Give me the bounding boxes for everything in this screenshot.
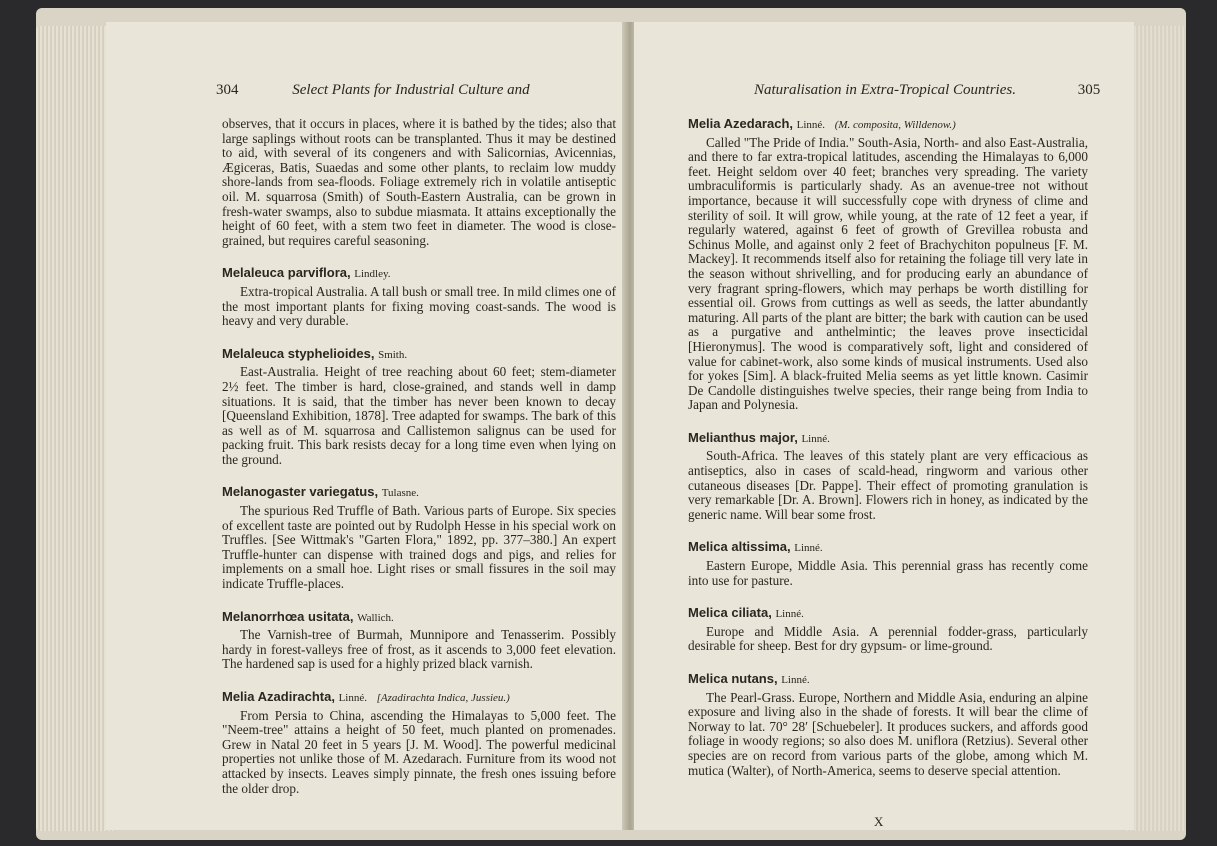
entry-author: Wallich.: [357, 611, 394, 624]
entry: [222, 347, 616, 468]
entry-name: Melia Azedarach,: [688, 116, 794, 131]
entry-title: [688, 606, 1088, 622]
entry-name: Melaleuca parviflora,: [222, 265, 351, 281]
entry: [222, 610, 616, 672]
entry: [688, 117, 1088, 413]
entry-title: [688, 117, 1088, 133]
entry-synonym: [Azadirachta Indica, Jussieu.): [376, 692, 510, 704]
entry-text: South-Africa. The leaves of this stately plant are very efficacious as antiseptics, also in cases of scald-head, ringworm and various other cutaneous diseases [Dr. Pappe]. Their effect of promoting granulation is very remarkable [Dr. A. Brown]. Flowers rich in honey, as indicated by the generic name. Will bear some frost.: [688, 448, 1088, 522]
entry: [688, 672, 1088, 778]
entry-synonym: (M. composita, Willdenow.): [834, 119, 956, 131]
left-page-content: [222, 117, 616, 814]
left-page: [106, 22, 626, 830]
entry-author: Linné.: [338, 692, 367, 704]
running-head-right: Naturalisation in Extra-Tropical Countries.: [754, 82, 1016, 98]
entry-author: Linné.: [794, 542, 823, 555]
entry-name: Melianthus major,: [688, 429, 798, 445]
entry-title: [222, 347, 616, 363]
entry-text: The Varnish-tree of Burmah, Munnipore and Tenasserim. Possibly hardy in forest-valleys free of frost, as it ascends to 3,000 feet elevation. The hardened sap is used for a highly prized black varnish.: [222, 627, 616, 672]
entry: [688, 431, 1088, 523]
entry-name: Melanogaster variegatus,: [222, 484, 379, 500]
left-page-header: [216, 82, 530, 99]
running-head-left: Select Plants for Industrial Culture and: [292, 82, 530, 98]
entry-title: [688, 540, 1088, 556]
entry-name: Melaleuca styphelioides,: [222, 345, 375, 361]
entry: [688, 540, 1088, 588]
entry-author: Lindley.: [354, 268, 391, 281]
entry-author: Linné.: [801, 432, 830, 445]
entry-author: Tulasne.: [381, 487, 419, 500]
entry-text: Called "The Pride of India." South-Asia, North- and also East-Australia, and there to far extra-tropical latitudes, ascending the Himalayas to 6,000 feet. Height seldom over 40 feet; branches very spreading. The variety umbraculiformis is particularly shady. As an avenue-tree not without importance, because it will successfully cope with dryness of clime and sterility of soil. It will grow, while young, at the rate of 12 feet a year, if regularly watered, against 6 feet of growth of Grevillea robusta and Schinus Molle, and against only 2 feet of Brachychiton populneus [F. M. Mackey]. It recommends itself also for retaining the foliage till very late in the season without shrivelling, and for producing early an abundance of very fragrant spring-flowers, which may perhaps be worth distilling for essential oil. Grows from cuttings as well as seeds, the latter abundantly maturing. All parts of the plant are bitter; the bark with caution can be used as a purgative and anthelmintic; the leaves prove insecticidal [Hieronymus]. The wood is comparatively soft, light and considered of value for cabinet-work, also some kinds of musical instruments. Used also for yokes [Sim]. A black-fruited Melia seems as yet little known. Casimir De Candolle distinguishes twelve species, their range being from India to Japan and Polynesia.: [688, 134, 1088, 413]
continued-paragraph: observes, that it occurs in places, where it is bathed by the tides; also that large saplings without roots can be transplanted. Thus it may be destined to aid, with several of its congeners and with Salicornias, Avicennias, Ægiceras, Batis, Suaedas and some other plants, to reclaim low muddy shore-lands from sea-floods. Foliage extremely rich in volatile antiseptic oil. M. squarrosa (Smith) of South-Eastern Australia, can be grown in fresh-water swamps, also to subdue miasmata. It attains exceptionally the height of 60 feet, with a stem two feet in diameter. The wood is close-grained, but requires careful seasoning.: [222, 116, 616, 248]
entry-name: Melica ciliata,: [688, 605, 772, 621]
entry-name: Melia Azadirachta,: [222, 689, 335, 704]
open-book: [36, 8, 1186, 840]
page-edges-left: [36, 26, 116, 831]
entry-text: Extra-tropical Australia. A tall bush or small tree. In mild climes one of the most important plants for fixing moving coast-sands. The wood is heavy and very durable.: [222, 283, 616, 329]
entry: [222, 266, 616, 328]
page-edges-right: [1126, 26, 1186, 831]
entry-text: East-Australia. Height of tree reaching about 60 feet; stem-diameter 2½ feet. The timber is hard, close-grained, and stands well in damp situations. It is said, that the timber has never been known to decay [Queensland Exhibition, 1878]. Tree adapted for swamps. The bark of this as well as of M. squarrosa and Callistemon salignus can be used for packing fruit. This bark resists decay for a long time even when lying on the ground.: [222, 364, 616, 467]
entry-title: [688, 672, 1088, 688]
right-page: [634, 22, 1134, 830]
entry: [688, 606, 1088, 654]
entry-author: Linné.: [775, 608, 804, 621]
entry-name: Melanorrhœa usitata,: [222, 608, 354, 624]
page-number-right: 305: [1077, 82, 1101, 98]
entry-title: [222, 690, 616, 706]
entry-text: Europe and Middle Asia. A perennial fodder-grass, particularly desirable for sheep. Best for dry gypsum- or lime-ground.: [688, 623, 1088, 654]
entry-title: [688, 431, 1088, 447]
entry-title: [222, 610, 616, 626]
entry-title: [222, 485, 616, 501]
entry-name: Melica nutans,: [688, 671, 778, 686]
right-page-content: [688, 117, 1088, 796]
right-page-header: [754, 82, 1100, 99]
entry-author: Linné.: [796, 119, 826, 131]
entry: [222, 485, 616, 591]
entry-text: The spurious Red Truffle of Bath. Various parts of Europe. Six species of excellent taste are pointed out by Rudolph Hesse in his special work on Truffles. [See Wittmak's "Garten Flora," 1892, pp. 377–380.] An expert Truffle-hunter can dispense with trained dogs and pigs, and relies for implements on a small hoe. Light rises or small fissures in the soil may indicate Truffle-places.: [222, 503, 616, 592]
entry: [222, 690, 616, 796]
entry-text: The Pearl-Grass. Europe, Northern and Middle Asia, enduring an alpine exposure and living also in the shade of forests. It will bear the clime of Norway to lat. 70° 28′ [Schuebeler]. It produces suckers, and affords good foliage in woody regions; so also does M. uniflora (Retzius). Several other species are on record from various parts of the globe, among which M. mutica (Walter), of North-America, seems to deserve special attention.: [688, 689, 1088, 778]
entry-author: Linné.: [781, 674, 810, 686]
entry-name: Melica altissima,: [688, 539, 791, 555]
page-number-left: 304: [216, 82, 239, 98]
entry-title: [222, 266, 616, 282]
entry-author: Smith.: [378, 348, 408, 361]
entry-text: From Persia to China, ascending the Himalayas to 5,000 feet. The "Neem-tree" attains a height of 50 feet, much planted on promenades. Grew in Natal 20 feet in 5 years [J. M. Wood]. The powerful medicinal properties not unlike those of M. Azedarach. Furniture from its wood not attacked by insects. Leaves simply pinnate, the fresh ones issuing before the older drop.: [222, 707, 616, 796]
signature-mark: X: [874, 814, 884, 829]
entry-text: Eastern Europe, Middle Asia. This perennial grass has recently come into use for pasture.: [688, 558, 1088, 588]
